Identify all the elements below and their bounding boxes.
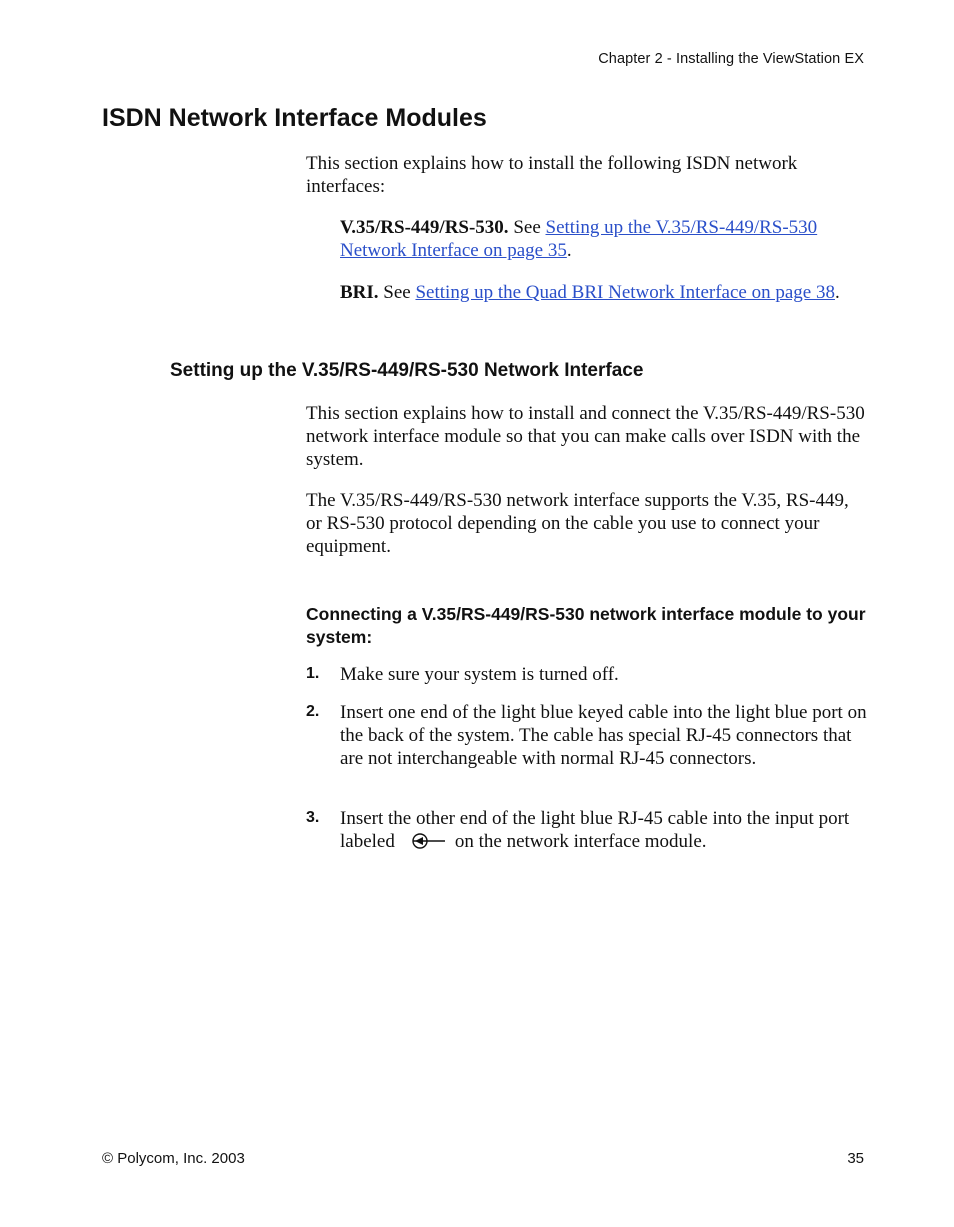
item-end: . [566,240,572,261]
step-number: 2. [306,703,320,720]
running-header: Chapter 2 - Installing the ViewStation EX [598,51,864,67]
section-title: ISDN Network Interface Modules [102,104,487,132]
item-see: See [378,282,416,303]
footer-copyright: © Polycom, Inc. 2003 [102,1150,245,1167]
step-text-before: Insert the other end of the light blue RJ-45 cable into the input port labeled [340,808,850,852]
step-text: Make sure your system is turned off. [340,664,619,685]
subsection-title: Setting up the V.35/RS-449/RS-530 Network Interface [170,360,644,381]
step-number: 3. [306,809,320,826]
procedure-title: Connecting a V.35/RS-449/RS-530 network interface module to your system: [306,604,866,647]
item-see: See [508,217,546,238]
item-label: V.35/RS-449/RS-530. [340,217,509,238]
subsection-paragraph-2: The V.35/RS-449/RS-530 network interface supports the V.35, RS-449, or RS-530 protocol depending on the cable you use to connect your equipment. [306,490,849,557]
step-number: 1. [306,665,320,682]
link-v35-page-35[interactable]: Setting up the V.35/RS-449/RS-530 Network Interface on page 35 [340,217,818,261]
step-text: Insert one end of the light blue keyed cable into the light blue port on the back of the system. The cable has special RJ-45 connectors that are not interchangeable with normal RJ-45 connectors. [340,702,867,769]
list-item-v35 [340,216,870,262]
item-end: . [834,282,840,303]
network-port-icon [409,832,449,856]
list-item-bri [340,281,870,304]
step-text-after: on the network interface module. [454,831,707,852]
step-text [340,807,870,856]
section-intro: This section explains how to install the following ISDN network interfaces: [306,153,798,197]
page-number: 35 [847,1150,864,1167]
subsection-paragraph-1: This section explains how to install and connect the V.35/RS-449/RS-530 network interface module so that you can make calls over ISDN with the system. [306,403,865,470]
link-quad-bri-page-38[interactable]: Setting up the Quad BRI Network Interface on page 38 [415,282,835,303]
item-label: BRI. [340,282,379,303]
